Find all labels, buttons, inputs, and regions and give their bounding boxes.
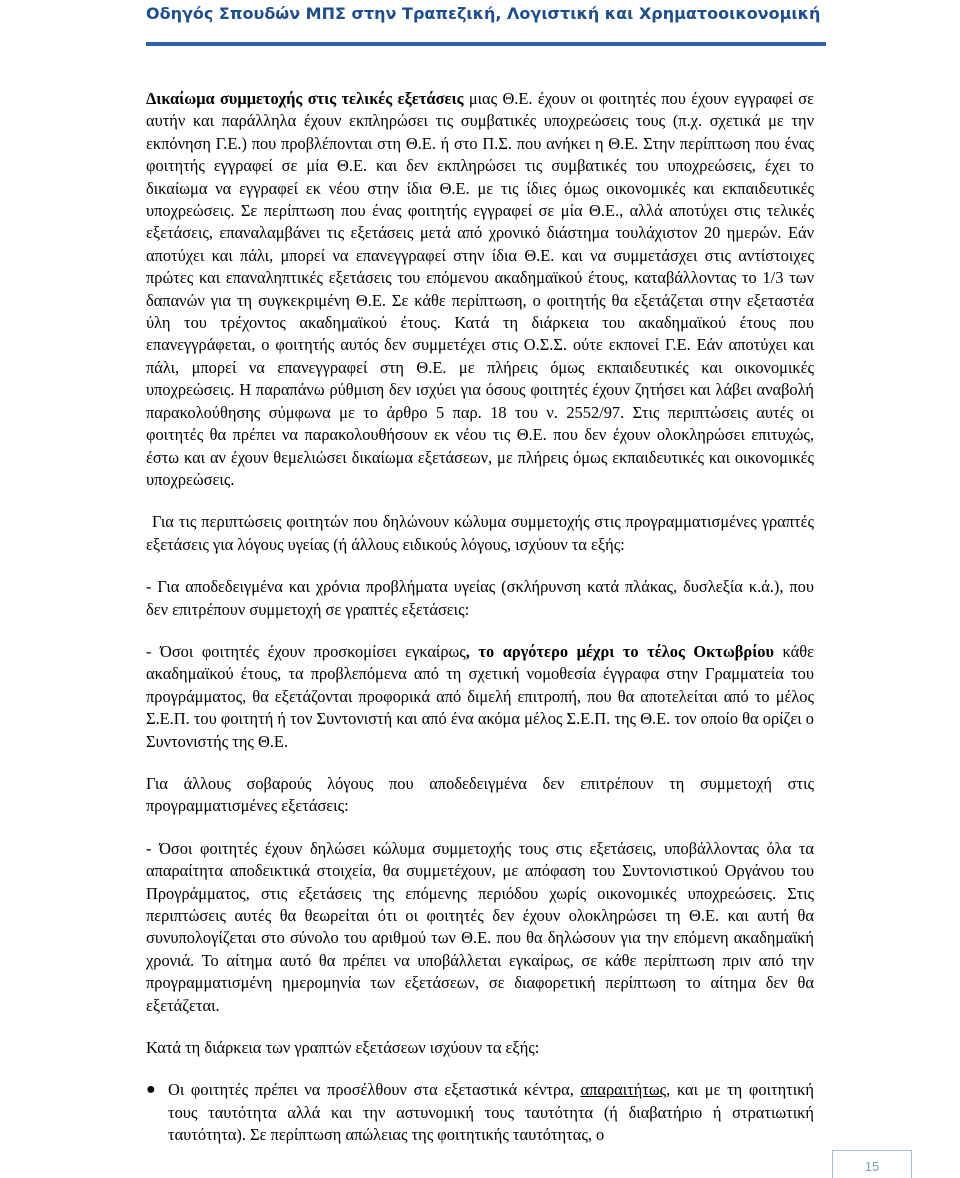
list-item-text-pre: Οι φοιτητές πρέπει να προσέλθουν στα εξεταστικά κέντρα, <box>168 1080 581 1100</box>
paragraph-text: μιας Θ.Ε. έχουν οι φοιτητές που έχουν εγγραφεί σε αυτήν και παράλληλα έχουν εκπληρώσει τις συμβατικές υποχρεώσεις τους (π.χ. σχετικά με την εκπόνηση Γ.Ε.) που προβλέπονται στη Θ.Ε. ή στο Π.Σ. που ανήκει η Θ.Ε. Στην περίπτωση που ένας φοιτητής εγγραφεί σε μία Θ.Ε. και δεν εκπληρώσει τις συμβατικές του υποχρεώσεις, έχει το δικαίωμα να εγγραφεί εκ νέου στην ίδια Θ.Ε. με τις ίδιες όμως οικονομικές και εκπαιδευτικές υποχρεώσεις. Σε περίπτωση που ένας φοιτητής εγγραφεί σε μία Θ.Ε., αλλά αποτύχει στις τελικές εξετάσεις, επαναλαμβάνει τις εξετάσεις μετά από χρονικό διάστημα τουλάχιστον 20 ημερών. Εάν αποτύχει και πάλι, μπορεί να επανεγγραφεί στην ίδια Θ.Ε. και να συμμετάσχει στις αντίστοιχες πρώτες και επαναληπτικές εξετάσεις του επόμενου ακαδημαϊκού έτους, καταβάλλοντας το 1/3 των δαπανών για τη συγκεκριμένη Θ.Ε. Σε κάθε περίπτωση, ο φοιτητής θα εξετάζεται στην εξεταστέα ύλη του τρέχοντος ακαδημαϊκού έτους. Κατά τη διάρκεια του ακαδημαϊκού έτους που επανεγγράφεται, ο φοιτητής αυτός δεν συμμετέχει στις Ο.Σ.Σ. ούτε εκπονεί Γ.Ε. Εάν αποτύχει και πάλι, μπορεί να επανεγγραφεί στη Θ.Ε. με πλήρεις όμως εκπαιδευτικές και οικονομικές υποχρεώσεις. Η παραπάνω ρύθμιση δεν ισχύει για όσους φοιτητές έχουν ζητήσει και λάβει αναβολή παρακολούθησης σύμφωνα με το άρθρο 5 παρ. 18 του ν. 2552/97. Στις περιπτώσεις αυτές οι φοιτητές θα πρέπει να παρακολουθήσουν εκ νέου τις Θ.Ε. που δεν έχουν ολοκληρώσει επιτυχώς, έστω και αν έχουν θεμελιώσει δικαίωμα εξετάσεων, με πλήρεις όμως εκπαιδευτικές και οικονομικές υποχρεώσεις. <box>146 89 814 489</box>
paragraph-oral-exam <box>146 641 814 753</box>
paragraph-bold-lead: Δικαίωμα συμμετοχής στις τελικές εξετάσεις <box>146 89 464 108</box>
header-rule <box>146 42 826 46</box>
paragraph-exam-eligibility <box>146 88 814 491</box>
list-item <box>146 1079 814 1146</box>
paragraph-text-pre: - Όσοι φοιτητές έχουν προσκομίσει εγκαίρως <box>146 641 466 661</box>
document-body <box>146 88 814 1147</box>
paragraph-chronic-health: - Για αποδεδειγμένα και χρόνια προβλήματα υγείας (σκλήρυνση κατά πλάκας, δυσλεξία κ.ά.), που δεν επιτρέπουν συμμετοχή σε γραπτές εξετάσεις: <box>146 577 814 619</box>
paragraph-text-post: κάθε ακαδημαϊκού έτους, τα προβλεπόμενα από τη σχετική νομοθεσία έγγραφα στην Γραμματεία του προγράμματος, θα εξετάζονται προφορικά από διμελή επιτροπή, που θα αποτελείται από το μέλος Σ.Ε.Π. του φοιτητή ή τον Συντονιστή και από ένα ακόμα μέλος Σ.Ε.Π. της Θ.Ε. τον οποίο θα ορίζει ο Συντονιστής της Θ.Ε. <box>146 641 814 751</box>
bullet-icon: ● <box>146 1081 156 1099</box>
paragraph-during-exams: Κατά τη διάρκεια των γραπτών εξετάσεων ισχύουν τα εξής: <box>146 1038 540 1058</box>
paragraph-other-reasons: Για άλλους σοβαρούς λόγους που αποδεδειγμένα δεν επιτρέπουν τη συμμετοχή στις προγραμματισμένες εξετάσεις: <box>146 773 814 816</box>
paragraph-declared-obstacle: - Όσοι φοιτητές έχουν δηλώσει κώλυμα συμμετοχής τους στις εξετάσεις, υποβάλλοντας όλα τα απαραίτητα αποδεικτικά στοιχεία, θα συμμετέχουν, με απόφαση του Συντονιστικού Οργάνου του Προγράμματος, στις εξετάσεις της επόμενης περιόδου χωρίς οικονομικές υποχρεώσεις. Στις περιπτώσεις αυτές θα θεωρείται ότι οι φοιτητές δεν έχουν ολοκληρώσει τη Θ.Ε. και αυτή θα συνυπολογίζεται στο σύνολο του αριθμού των Θ.Ε. που θα δηλώσουν για την επόμενη ακαδημαϊκή χρονιά. Το αίτημα αυτό θα πρέπει να υποβάλλεται εγκαίρως, σε κάθε περίπτωση πριν από την προγραμματισμένη ημερομηνία των εξετάσεων, σε διαφορετική περίπτωση το αίτημα δεν θα εξετάζεται. <box>146 838 814 1015</box>
paragraph-bold-deadline: , το αργότερο μέχρι το τέλος Οκτωβρίου <box>465 641 774 661</box>
page-number: 15 <box>832 1150 912 1178</box>
paragraph-health-reasons: Για τις περιπτώσεις φοιτητών που δηλώνουν κώλυμα συμμετοχής στις προγραμματισμένες γραπτές εξετάσεις για λόγους υγείας (ή άλλους ειδικούς λόγους, ισχύουν τα εξής: <box>146 512 814 554</box>
running-header: Οδηγός Σπουδών ΜΠΣ στην Τραπεζική, Λογιστική και Χρηματοοικονομική <box>146 4 821 23</box>
list-item-underlined: απαραιτήτως <box>580 1080 667 1100</box>
exam-rules-list <box>146 1079 814 1146</box>
list-item-text-post: , και με τη φοιτητική τους ταυτότητα αλλά και την αστυνομική τους ταυτότητα (ή διαβατήριο ή στρατιωτική ταυτότητα). Σε περίπτωση απώλειας της φοιτητικής ταυτότητας, ο <box>168 1080 814 1145</box>
